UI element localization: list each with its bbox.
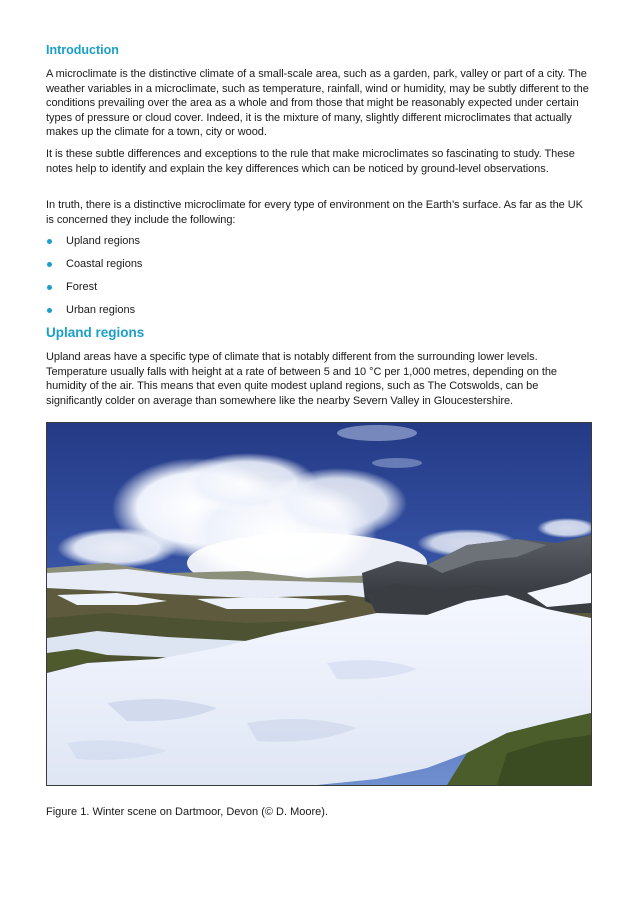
list-item [46,234,142,257]
list-item [46,257,142,280]
dartmoor-winter-photo [46,422,592,786]
bullet-icon [47,239,52,244]
figure-caption: Figure 1. Winter scene on Dartmoor, Devon (© D. Moore). [46,806,328,818]
upland-regions-heading: Upland regions [46,325,145,340]
bullet-icon [47,262,52,267]
list-item-label: Coastal regions [66,258,143,270]
list-item [46,280,142,303]
dartmoor-scene-illustration [47,423,591,785]
intro-paragraph-2: It is these subtle differences and exceptions to the rule that make microclimates so fascinating to study. These notes help to identify and explain the key differences which can be noticed by ground-level observations. [46,148,575,175]
list-item-label: Upland regions [66,235,140,247]
microclimate-list [46,234,142,326]
upland-paragraph: Upland areas have a specific type of climate that is notably different from the surrounding lower levels. Temperature usually falls with height at a rate of between 5 and 10 °C per 1,000 metres, depending on the humidity of the air. This means that even quite modest upland regions, such as The Cotswolds, can be significantly colder on average than somewhere like the nearby Severn Valley in Gloucestershire. [46,351,557,407]
list-item [46,303,142,326]
list-item-label: Forest [66,281,98,293]
introduction-heading: Introduction [46,43,119,57]
list-item-label: Urban regions [66,304,136,316]
intro-paragraph-1: A microclimate is the distinctive climate of a small-scale area, such as a garden, park, valley or part of a city. The weather variables in a microclimate, such as temperature, rainfall, wind or humidity, may be subtly different to the conditions prevailing over the area as a whole and from those that might be reasonably expected under certain types of pressure or cloud cover. Indeed, it is the mixture of many, slightly different microclimates that actually makes up the climate for a town, city or wood. [46,68,589,139]
bullet-icon [47,308,52,313]
bullet-icon [47,285,52,290]
intro-paragraph-3: In truth, there is a distinctive microclimate for every type of environment on the Earth’s surface. As far as the UK is concerned they include the following: [46,199,583,226]
